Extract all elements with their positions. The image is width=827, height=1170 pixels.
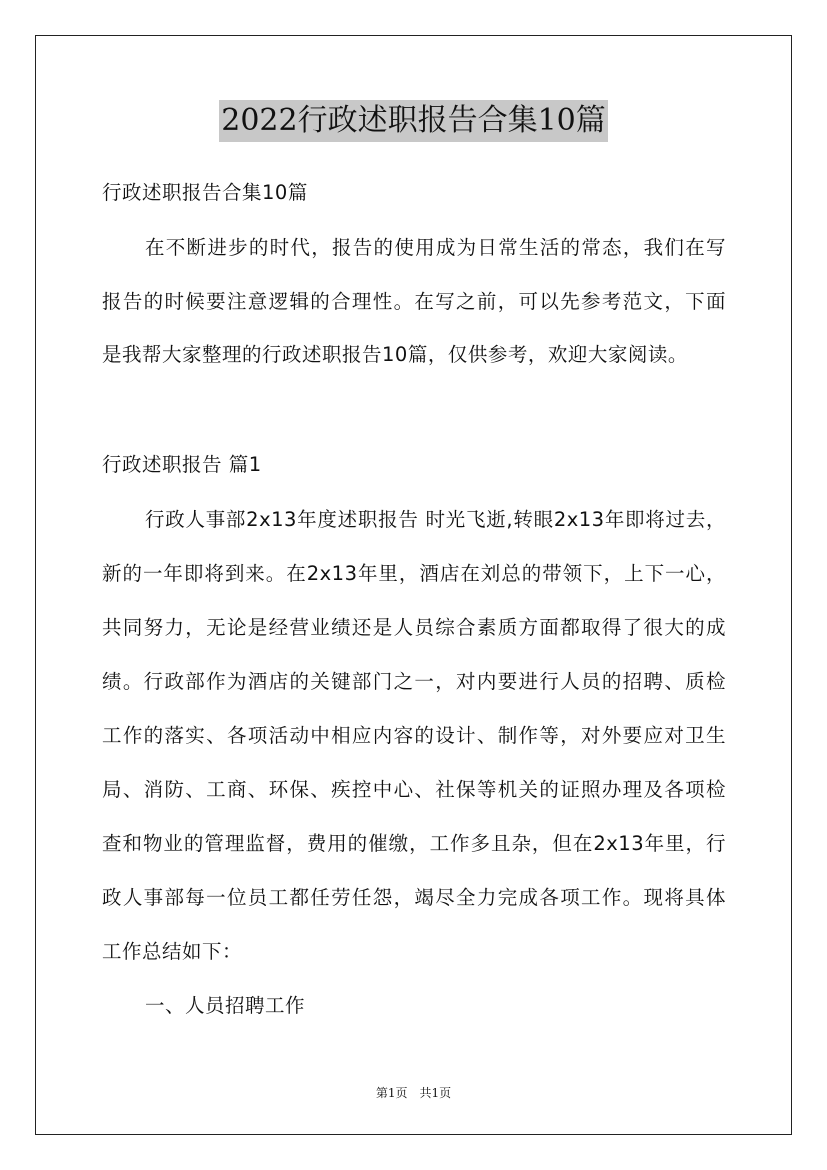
body-line-6: 局、消防、工商、环保、疾控中心、社保等机关的证照办理及各项检 (102, 778, 726, 801)
body-line-5: 工作的落实、各项活动中相应内容的设计、制作等，对外要应对卫生 (102, 724, 726, 747)
document-subtitle: 行政述职报告合集10篇 (102, 181, 308, 204)
page-footer: 第1页 共1页 (375, 1086, 452, 1100)
document-title: 2022行政述职报告合集10篇 (219, 100, 608, 142)
intro-line-3: 是我帮大家整理的行政述职报告10篇，仅供参考，欢迎大家阅读。 (102, 343, 688, 366)
title-container (0, 100, 827, 142)
body-line-3: 共同努力，无论是经营业绩还是人员综合素质方面都取得了很大的成 (102, 616, 726, 639)
intro-line-2: 报告的时候要注意逻辑的合理性。在写之前，可以先参考范文，下面 (102, 290, 726, 313)
body-line-9: 工作总结如下： (102, 940, 243, 963)
body-line-4: 绩。行政部作为酒店的关键部门之一，对内要进行人员的招聘、质检 (102, 670, 726, 693)
body-line-1: 行政人事部2x13年度述职报告 时光飞逝,转眼2x13年即将过去， (145, 508, 726, 531)
list-item-heading: 一、人员招聘工作 (145, 994, 306, 1017)
body-line-8: 政人事部每一位员工都任劳任怨，竭尽全力完成各项工作。现将具体 (102, 886, 726, 909)
body-line-7: 查和物业的管理监督，费用的催缴，工作多且杂，但在2x13年里，行 (102, 832, 726, 855)
section-heading: 行政述职报告 篇1 (102, 453, 262, 476)
intro-line-1: 在不断进步的时代，报告的使用成为日常生活的常态，我们在写 (145, 236, 726, 259)
body-line-2: 新的一年即将到来。在2x13年里，酒店在刘总的带领下，上下一心， (102, 562, 726, 585)
